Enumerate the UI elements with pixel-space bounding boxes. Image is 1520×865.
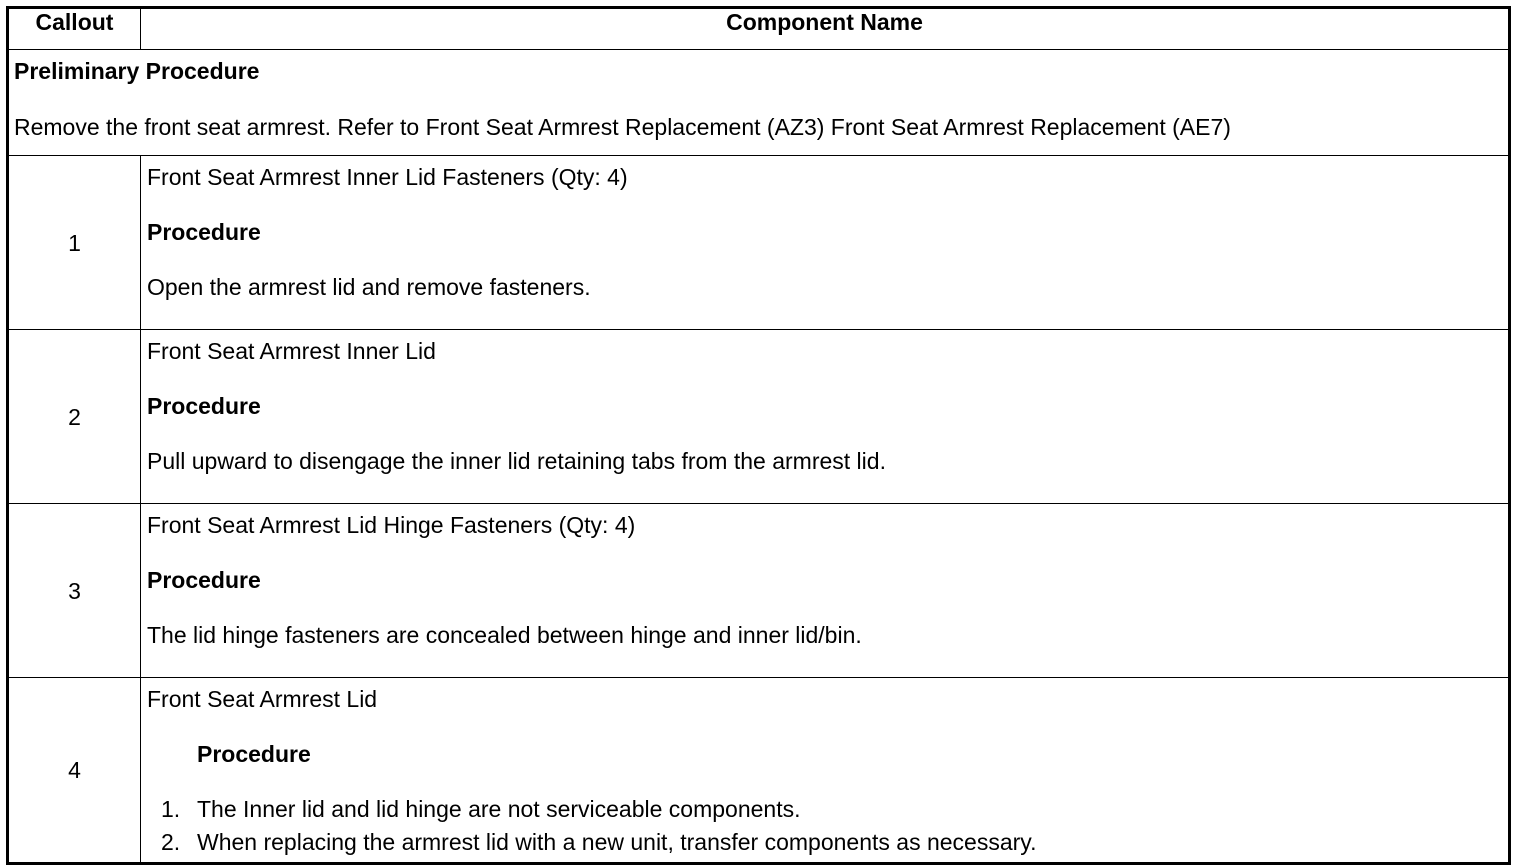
- list-item: [147, 796, 1508, 829]
- callout-number: 1: [8, 156, 141, 330]
- step-number: 2.: [161, 829, 181, 855]
- procedure-label: Procedure: [147, 567, 261, 593]
- procedure-text: Open the armrest lid and remove fasteners.: [147, 274, 591, 300]
- procedure-label: Procedure: [197, 741, 311, 767]
- step-number: 1.: [161, 796, 181, 822]
- procedure-table: [6, 6, 1511, 865]
- component-name-header: Component Name: [141, 8, 1510, 50]
- preliminary-text: Remove the front seat armrest. Refer to Front Seat Armrest Replacement (AZ3) Front Seat Armrest Replacement (AE7): [14, 114, 1231, 140]
- component-name: Front Seat Armrest Lid: [147, 686, 378, 712]
- component-name: Front Seat Armrest Inner Lid: [147, 338, 436, 364]
- step-text: When replacing the armrest lid with a new unit, transfer components as necessary.: [197, 829, 1037, 855]
- component-name: Front Seat Armrest Inner Lid Fasteners (Qty: 4): [147, 164, 628, 190]
- procedure-text: The lid hinge fasteners are concealed between hinge and inner lid/bin.: [147, 622, 862, 648]
- table-row: [8, 330, 1510, 504]
- procedure-label: Procedure: [147, 393, 261, 419]
- list-item: [147, 829, 1508, 862]
- procedure-text: Pull upward to disengage the inner lid retaining tabs from the armrest lid.: [147, 448, 886, 474]
- component-cell: [141, 678, 1510, 864]
- component-cell: [141, 330, 1510, 504]
- callout-number: 2: [8, 330, 141, 504]
- callout-number: 4: [8, 678, 141, 864]
- table-row: [8, 678, 1510, 864]
- callout-number: 3: [8, 504, 141, 678]
- procedure-label: Procedure: [147, 219, 261, 245]
- component-cell: [141, 504, 1510, 678]
- step-text: The Inner lid and lid hinge are not serviceable components.: [197, 796, 801, 822]
- preliminary-cell: [8, 50, 1510, 156]
- component-name: Front Seat Armrest Lid Hinge Fasteners (Qty: 4): [147, 512, 636, 538]
- callout-header: Callout: [8, 8, 141, 50]
- table-row: [8, 504, 1510, 678]
- preliminary-row: [8, 50, 1510, 156]
- preliminary-title: Preliminary Procedure: [14, 58, 260, 84]
- procedure-steps: [147, 796, 1508, 862]
- table-row: [8, 156, 1510, 330]
- component-cell: [141, 156, 1510, 330]
- header-row: [8, 8, 1510, 50]
